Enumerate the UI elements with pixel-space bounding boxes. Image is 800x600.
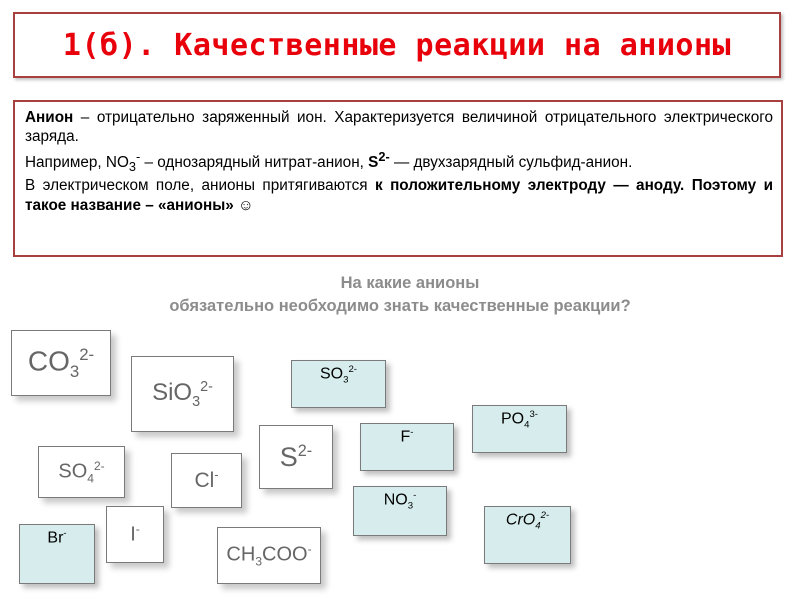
example-prefix: Например, NO [25,153,129,171]
formula-subscript: 3 [343,374,349,386]
title-box [13,12,781,78]
formula-base: Cl [194,469,215,492]
formula-charge: - [413,490,417,501]
formula-charge: 2- [348,364,357,375]
anion-formula-br [47,528,66,547]
anion-formula-ch3coo [226,542,311,569]
definition-line-3 [25,176,773,215]
anion-formula-sio3 [152,379,213,410]
formula-subscript: 3 [69,361,80,381]
definition-text: – отрицательно заряженный ион. Характеризуется величиной отрицательного электрического заряда. [25,109,773,146]
formula-charge: - [307,542,312,557]
example-suffix: — двухзарядный сульфид-анион. [389,153,633,171]
anion-card-br[interactable] [19,524,95,584]
anion-card-cro4[interactable] [484,506,571,564]
sulfide-symbol: S [368,153,379,171]
formula-base-2: COO [262,543,308,566]
formula-base: I [130,523,136,546]
anion-card-cl[interactable] [171,453,242,508]
anion-formula-po4 [501,409,538,431]
formula-base: SO [320,365,344,383]
definition-line-2 [25,147,773,177]
anion-formula-co3 [28,345,94,382]
formula-subscript: 4 [87,471,94,486]
question-line-2: обязательно необходимо знать качественные реакции? [169,297,631,315]
anion-card-s[interactable] [259,425,333,489]
formula-charge: 2- [540,510,550,521]
anion-card-i[interactable] [106,506,164,563]
anion-formula-i [130,522,140,547]
formula-subscript: 4 [535,520,541,532]
anion-formula-no3 [384,490,417,512]
slide-title: 1(б). Качественные реакции на анионы [62,27,732,63]
formula-base: F [400,428,411,446]
no3-subscript: 3 [128,158,136,174]
formula-base: NO [383,491,408,509]
anion-card-so4[interactable] [38,446,125,498]
anion-formula-so4 [58,459,104,486]
formula-charge: 2- [93,458,105,473]
no3-charge: - [135,148,141,164]
formula-base: CO [27,344,70,376]
definition-box [13,100,783,257]
formula-base: PO [501,410,525,428]
formula-base: CrO [505,511,536,529]
formula-charge: 2- [79,344,95,364]
sulfide-charge: 2- [378,148,390,164]
formula-subscript: 3 [255,554,262,569]
formula-charge: - [135,522,140,537]
formula-base: S [279,441,298,472]
example-middle: – однозарядный нитрат-анион, [140,153,369,171]
anion-formula-cl [194,468,218,493]
formula-subscript: 3 [407,500,414,512]
anion-formula-so3 [320,364,357,386]
anion-card-f[interactable] [360,423,454,471]
anion-formula-s [280,442,312,473]
field-text: В электрическом поле, анионы притягиваются [25,177,375,195]
anion-formula-f [401,427,414,446]
question-line-1: На какие анионы [340,274,480,292]
formula-subscript: 3 [192,393,201,410]
formula-charge: 2- [200,378,213,395]
anion-card-po4[interactable] [472,405,567,453]
anode-text: к положительному электроду — аноду. Поэтому и такое название – «анионы» [25,177,773,214]
formula-base: SO [58,460,88,483]
formula-charge: - [63,528,67,539]
formula-base: CH [226,543,256,566]
formula-charge: 3- [529,409,538,420]
formula-charge: - [214,468,219,482]
anion-card-no3[interactable] [353,486,447,536]
anion-formula-cro4 [506,510,549,532]
formula-charge: - [410,427,414,438]
question [0,272,800,318]
formula-base: Br [47,529,64,547]
smile-icon: ☺ [233,196,254,214]
formula-base: SiO [152,378,193,406]
anion-card-ch3coo[interactable] [217,527,321,584]
term-anion: Анион [25,109,74,126]
anion-card-sio3[interactable] [131,356,234,432]
anion-card-co3[interactable] [11,330,111,396]
anion-card-so3[interactable] [291,360,386,408]
formula-charge: 2- [297,441,313,460]
definition-line-1 [25,108,773,147]
formula-subscript: 4 [524,419,530,431]
